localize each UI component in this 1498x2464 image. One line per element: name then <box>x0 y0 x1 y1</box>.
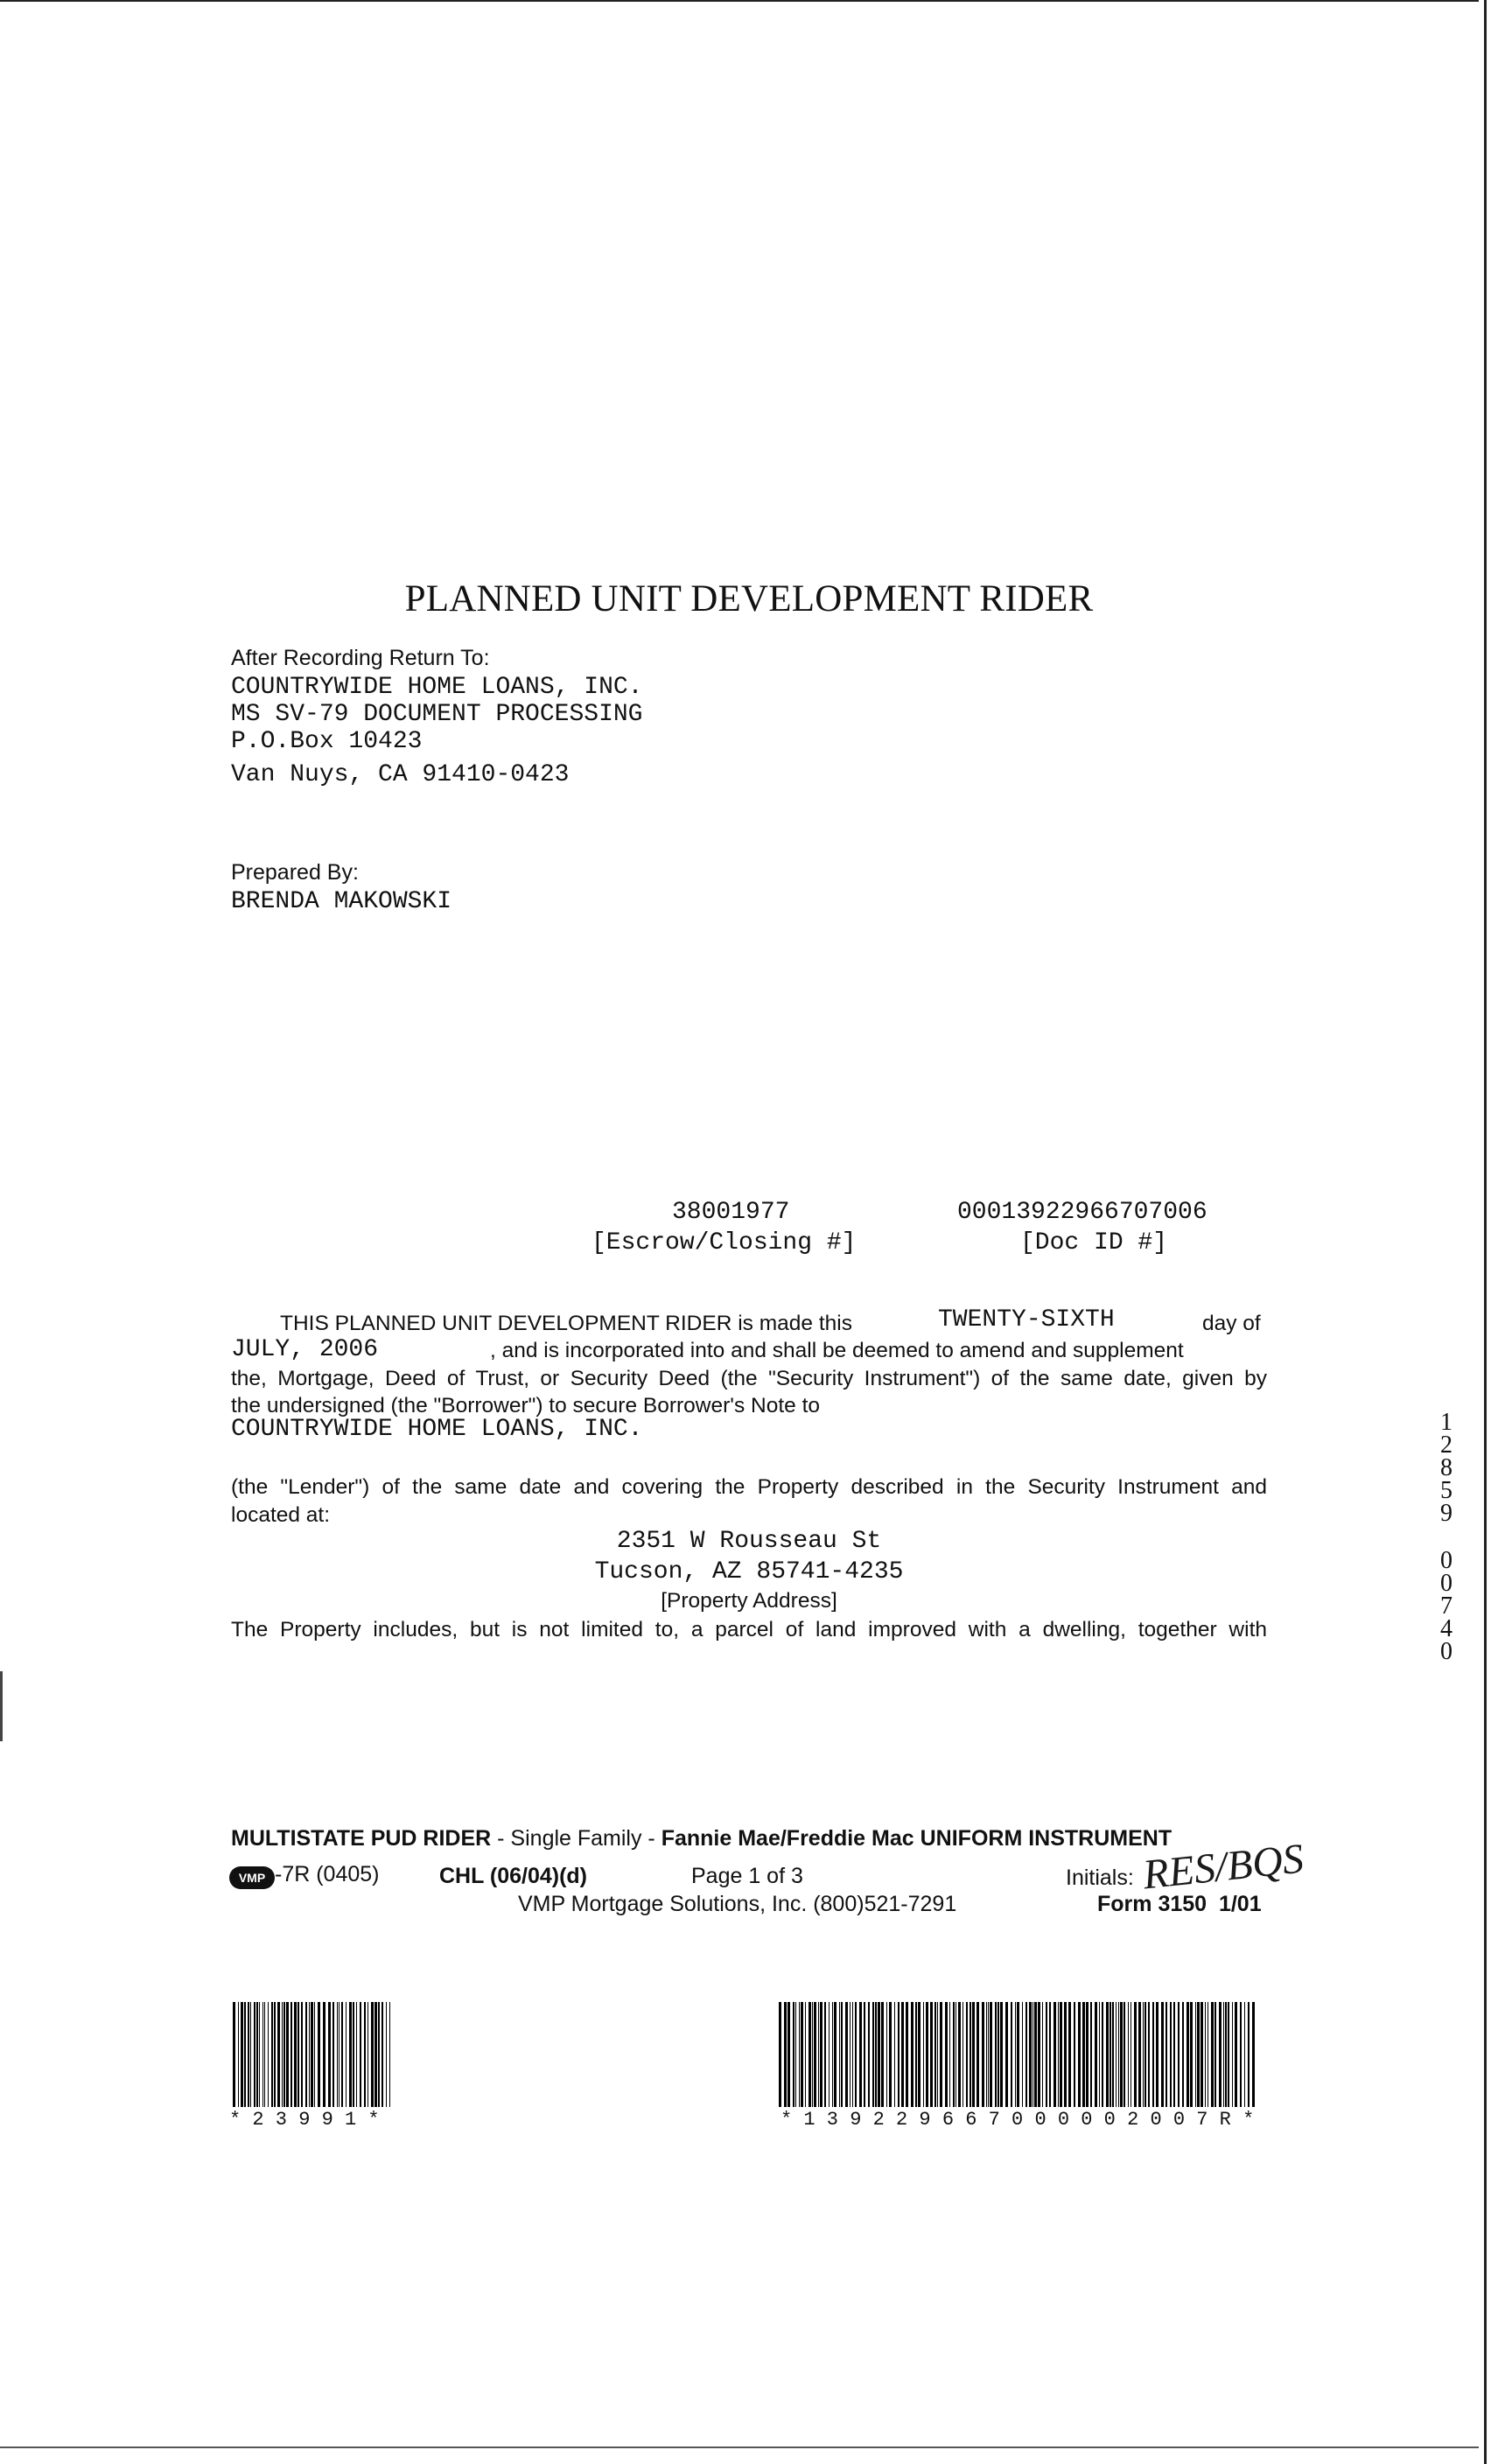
barcode-bar <box>309 2002 310 2107</box>
barcode-bar <box>906 2002 908 2107</box>
barcode-bar <box>1148 2002 1150 2107</box>
barcode-bar <box>1240 2002 1242 2107</box>
barcode-bar <box>301 2002 303 2107</box>
barcode-bar <box>1005 2002 1008 2107</box>
barcode-bar <box>1195 2002 1196 2107</box>
page-border-bottom <box>0 2446 1479 2448</box>
page-border-right <box>1484 0 1487 2464</box>
barcode-bar <box>323 2002 326 2107</box>
barcode-bar <box>311 2002 313 2107</box>
barcode-bar <box>264 2002 265 2107</box>
rider-day: TWENTY-SIXTH <box>938 1306 1115 1334</box>
footer-title-bold-2: Fannie Mae/Freddie Mac UNIFORM INSTRUMENT <box>661 1826 1172 1851</box>
chl-code: CHL (06/04)(d) <box>439 1864 588 1888</box>
doc-id-number: 00013922966707006 <box>957 1199 1208 1226</box>
barcode-bar <box>1214 2002 1216 2107</box>
barcode-bar <box>1166 2002 1167 2107</box>
side-digit: 1 <box>1440 1409 1452 1436</box>
barcode-bar <box>284 2002 285 2107</box>
barcode-bar <box>918 2002 920 2107</box>
barcode-bar <box>1161 2002 1164 2107</box>
side-digit: 4 <box>1440 1615 1452 1642</box>
barcode-bar <box>859 2002 862 2107</box>
barcode-bar <box>271 2002 273 2107</box>
barcode-bar <box>988 2002 989 2107</box>
barcode-bar <box>1022 2002 1023 2107</box>
side-digit: 0 <box>1440 1638 1452 1665</box>
barcode-bar <box>926 2002 928 2107</box>
escrow-label: [Escrow/Closing #] <box>592 1229 857 1256</box>
barcode-bar <box>1225 2002 1227 2107</box>
barcode-bar <box>1095 2002 1097 2107</box>
barcode-bar <box>378 2002 380 2107</box>
barcode-bar <box>1078 2002 1081 2107</box>
barcode-bar <box>801 2002 803 2107</box>
barcode-bar <box>1186 2002 1189 2107</box>
property-includes-text: The Property includes, but is not limited to, a parcel of land improved with a dwelling, together with <box>231 1618 1267 1642</box>
barcode-bar <box>268 2002 269 2107</box>
barcode-bar <box>290 2002 292 2107</box>
property-address-label: [Property Address] <box>661 1589 837 1613</box>
barcode-bar <box>1173 2002 1175 2107</box>
barcode-bar <box>1152 2002 1154 2107</box>
barcode-bar <box>1064 2002 1067 2107</box>
barcode-bar <box>364 2002 366 2107</box>
barcode-right <box>779 2002 1258 2107</box>
rider-intro: THIS PLANNED UNIT DEVELOPMENT RIDER is made this <box>280 1312 852 1335</box>
barcode-bar <box>360 2002 361 2107</box>
side-stamp-number <box>1433 1409 1460 1666</box>
barcode-bar <box>1099 2002 1100 2107</box>
barcode-bar <box>1252 2002 1255 2107</box>
barcode-bar <box>1235 2002 1237 2107</box>
barcode-bar <box>259 2002 260 2107</box>
barcode-bar <box>998 2002 999 2107</box>
barcode-bar <box>1128 2002 1129 2107</box>
barcode-bar <box>824 2002 826 2107</box>
barcode-bar <box>911 2002 914 2107</box>
barcode-bar <box>1223 2002 1224 2107</box>
initials-label: Initials: <box>1066 1866 1134 1890</box>
barcode-right-text: * 1 3 9 2 2 9 6 6 7 0 0 0 0 0 2 0 0 7 R * <box>780 2109 1255 2131</box>
barcode-bar <box>1082 2002 1085 2107</box>
barcode-bar <box>841 2002 843 2107</box>
barcode-bar <box>233 2002 235 2107</box>
barcode-bar <box>1034 2002 1037 2107</box>
barcode-bar <box>889 2002 892 2107</box>
barcode-bar <box>337 2002 338 2107</box>
page-border-top <box>0 0 1479 2</box>
side-digit: 0 <box>1440 1570 1452 1597</box>
initials-signature: RES/BQS <box>1140 1835 1306 1899</box>
barcode-bar <box>341 2002 343 2107</box>
barcode-bar <box>1017 2002 1019 2107</box>
barcode-bar <box>868 2002 870 2107</box>
return-to-line-1: COUNTRYWIDE HOME LOANS, INC. <box>231 674 643 701</box>
barcode-bar <box>382 2002 383 2107</box>
rider-day-of: day of <box>1202 1312 1261 1335</box>
barcode-bar <box>339 2002 340 2107</box>
return-to-line-4: Van Nuys, CA 91410-0423 <box>231 761 570 788</box>
barcode-bar <box>940 2002 942 2107</box>
barcode-bar <box>1130 2002 1131 2107</box>
rider-line-4: the undersigned (the "Borrower") to secure Borrower's Note to <box>231 1394 820 1418</box>
barcode-bar <box>923 2002 924 2107</box>
doc-id-label: [Doc ID #] <box>1020 1229 1168 1256</box>
barcode-bar <box>374 2002 377 2107</box>
lender-name: COUNTRYWIDE HOME LOANS, INC. <box>231 1416 643 1443</box>
property-address-line-1: 2351 W Rousseau St <box>616 1528 882 1555</box>
barcode-bar <box>1106 2002 1109 2107</box>
barcode-bar <box>1054 2002 1056 2107</box>
form-number: Form 3150 1/01 <box>1097 1892 1262 1916</box>
barcode-bar <box>282 2002 283 2107</box>
barcode-bar <box>901 2002 904 2107</box>
barcode-bar <box>1170 2002 1172 2107</box>
barcode-bar <box>1038 2002 1040 2107</box>
side-digit: 8 <box>1440 1454 1452 1481</box>
barcode-bar <box>1011 2002 1012 2107</box>
barcode-bar <box>1102 2002 1103 2107</box>
barcode-bar <box>1112 2002 1114 2107</box>
footer-form-title <box>231 1826 1172 1852</box>
barcode-bar <box>389 2002 390 2107</box>
footer-title-regular: - Single Family - <box>491 1826 662 1851</box>
barcode-bar <box>250 2002 251 2107</box>
barcode-bar <box>982 2002 984 2107</box>
barcode-bar <box>1000 2002 1003 2107</box>
barcode-bar <box>845 2002 848 2107</box>
barcode-left-text: * 2 3 9 9 1 * <box>229 2109 380 2131</box>
barcode-bar <box>1068 2002 1071 2107</box>
barcode-bar <box>878 2002 880 2107</box>
barcode-bar <box>1124 2002 1125 2107</box>
barcode-bar <box>256 2002 258 2107</box>
barcode-bar <box>962 2002 963 2107</box>
barcode-bar <box>829 2002 830 2107</box>
barcode-bar <box>1086 2002 1088 2107</box>
return-to-label: After Recording Return To: <box>231 646 490 670</box>
return-to-line-2: MS SV-79 DOCUMENT PROCESSING <box>231 701 643 728</box>
prepared-by-label: Prepared By: <box>231 860 359 885</box>
barcode-bar <box>872 2002 874 2107</box>
barcode-bar <box>1200 2002 1203 2107</box>
barcode-bar <box>966 2002 968 2107</box>
barcode-bar <box>930 2002 933 2107</box>
barcode-bar <box>1219 2002 1222 2107</box>
barcode-bar <box>349 2002 352 2107</box>
barcode-bar <box>1120 2002 1123 2107</box>
barcode-bar <box>1118 2002 1119 2107</box>
footer-form-code <box>229 1862 380 1889</box>
barcode-bar <box>294 2002 297 2107</box>
barcode-bar <box>970 2002 971 2107</box>
barcode-bar <box>852 2002 853 2107</box>
barcode-bar <box>1015 2002 1016 2107</box>
barcode-bar <box>864 2002 865 2107</box>
barcode-bar <box>386 2002 387 2107</box>
lender-paragraph-line-1: (the "Lender") of the same date and covering the Property described in the Security Instrument and <box>231 1475 1267 1499</box>
side-digit: 9 <box>1440 1500 1452 1527</box>
barcode-bar <box>915 2002 917 2107</box>
barcode-bar <box>1029 2002 1032 2107</box>
barcode-bar <box>958 2002 961 2107</box>
barcode-bar <box>1190 2002 1193 2107</box>
barcode-bar <box>793 2002 794 2107</box>
barcode-bar <box>353 2002 354 2107</box>
barcode-bar <box>805 2002 806 2107</box>
side-digit: 5 <box>1440 1477 1452 1504</box>
barcode-bar <box>1211 2002 1214 2107</box>
barcode-bar <box>832 2002 833 2107</box>
barcode-bar <box>949 2002 950 2107</box>
barcode-bar <box>1248 2002 1250 2107</box>
property-address-line-2: Tucson, AZ 85741-4235 <box>594 1558 904 1586</box>
barcode-bar <box>820 2002 822 2107</box>
barcode-bar <box>1042 2002 1043 2107</box>
barcode-bar <box>990 2002 992 2107</box>
barcode-bar <box>953 2002 955 2107</box>
barcode-bar <box>934 2002 936 2107</box>
barcode-bar <box>881 2002 884 2107</box>
barcode-bar <box>937 2002 938 2107</box>
barcode-bar <box>898 2002 900 2107</box>
side-digit: 0 <box>1440 1547 1452 1574</box>
barcode-bar <box>1049 2002 1051 2107</box>
barcode-bar <box>1134 2002 1137 2107</box>
barcode-bar <box>1144 2002 1146 2107</box>
barcode-bar <box>241 2002 243 2107</box>
barcode-bar <box>1232 2002 1233 2107</box>
barcode-bar <box>1244 2002 1245 2107</box>
barcode-bar <box>1032 2002 1033 2107</box>
scan-mark-left <box>0 1671 3 1741</box>
barcode-bar <box>945 2002 948 2107</box>
barcode-bar <box>818 2002 819 2107</box>
return-to-line-3: P.O.Box 10423 <box>231 728 423 755</box>
document-title: PLANNED UNIT DEVELOPMENT RIDER <box>404 578 1094 620</box>
barcode-bar <box>986 2002 987 2107</box>
escrow-number: 38001977 <box>672 1199 790 1226</box>
barcode-bar <box>855 2002 857 2107</box>
barcode-bar <box>886 2002 887 2107</box>
barcode-bar <box>332 2002 334 2107</box>
prepared-by-name: BRENDA MAKOWSKI <box>231 888 452 915</box>
barcode-bar <box>314 2002 315 2107</box>
barcode-bar <box>1138 2002 1141 2107</box>
barcode-bar <box>248 2002 249 2107</box>
side-digit: 2 <box>1440 1432 1452 1459</box>
barcode-bar <box>1143 2002 1144 2107</box>
barcode-bar <box>788 2002 790 2107</box>
barcode-bar <box>328 2002 331 2107</box>
barcode-bar <box>1090 2002 1092 2107</box>
barcode-bar <box>795 2002 796 2107</box>
barcode-bar <box>799 2002 800 2107</box>
page-number: Page 1 of 3 <box>691 1864 803 1888</box>
barcode-bar <box>976 2002 979 2107</box>
footer-title-bold-1: MULTISTATE PUD RIDER <box>231 1826 492 1851</box>
barcode-bar <box>1182 2002 1184 2107</box>
barcode-bar <box>1046 2002 1047 2107</box>
barcode-bar <box>1156 2002 1158 2107</box>
barcode-bar <box>1060 2002 1062 2107</box>
rider-line-3: the, Mortgage, Deed of Trust, or Security Deed (the "Security Instrument") of the same date, given by <box>231 1367 1267 1390</box>
barcode-bar <box>1110 2002 1111 2107</box>
barcode-bar <box>274 2002 276 2107</box>
barcode-bar <box>779 2002 781 2107</box>
barcode-bar <box>1058 2002 1059 2107</box>
vmp-logo-icon: VMP <box>229 1866 275 1889</box>
barcode-bar <box>1178 2002 1180 2107</box>
barcode-bar <box>318 2002 320 2107</box>
barcode-bar <box>812 2002 813 2107</box>
rider-line-2: , and is incorporated into and shall be deemed to amend and supplement <box>490 1339 1184 1362</box>
lender-paragraph-line-2: located at: <box>231 1503 331 1527</box>
barcode-bar <box>305 2002 307 2107</box>
form-code: -7R (0405) <box>275 1862 380 1886</box>
barcode-bar <box>894 2002 895 2107</box>
barcode-bar <box>298 2002 299 2107</box>
barcode-bar <box>254 2002 256 2107</box>
barcode-bar <box>814 2002 816 2107</box>
barcode-bar <box>1074 2002 1075 2107</box>
barcode-bar <box>808 2002 811 2107</box>
barcode-bar <box>1197 2002 1200 2107</box>
barcode-bar <box>262 2002 263 2107</box>
rider-month-year: JULY, 2006 <box>231 1336 379 1363</box>
barcode-bar <box>995 2002 997 2107</box>
barcode-bar <box>286 2002 289 2107</box>
barcode-bar <box>1026 2002 1027 2107</box>
barcode-bar <box>834 2002 836 2107</box>
barcode-bar <box>1205 2002 1206 2107</box>
barcode-bar <box>277 2002 280 2107</box>
barcode-bar <box>875 2002 877 2107</box>
side-digit: 7 <box>1440 1592 1452 1620</box>
barcode-left <box>233 2002 392 2107</box>
barcode-bar <box>238 2002 239 2107</box>
barcode-bar <box>356 2002 357 2107</box>
barcode-bar <box>1228 2002 1229 2107</box>
barcode-bar <box>972 2002 975 2107</box>
barcode-bar <box>839 2002 840 2107</box>
barcode-bar <box>784 2002 787 2107</box>
barcode-bar <box>244 2002 246 2107</box>
vendor-info: VMP Mortgage Solutions, Inc. (800)521-7291 <box>518 1892 957 1916</box>
barcode-bar <box>371 2002 374 2107</box>
